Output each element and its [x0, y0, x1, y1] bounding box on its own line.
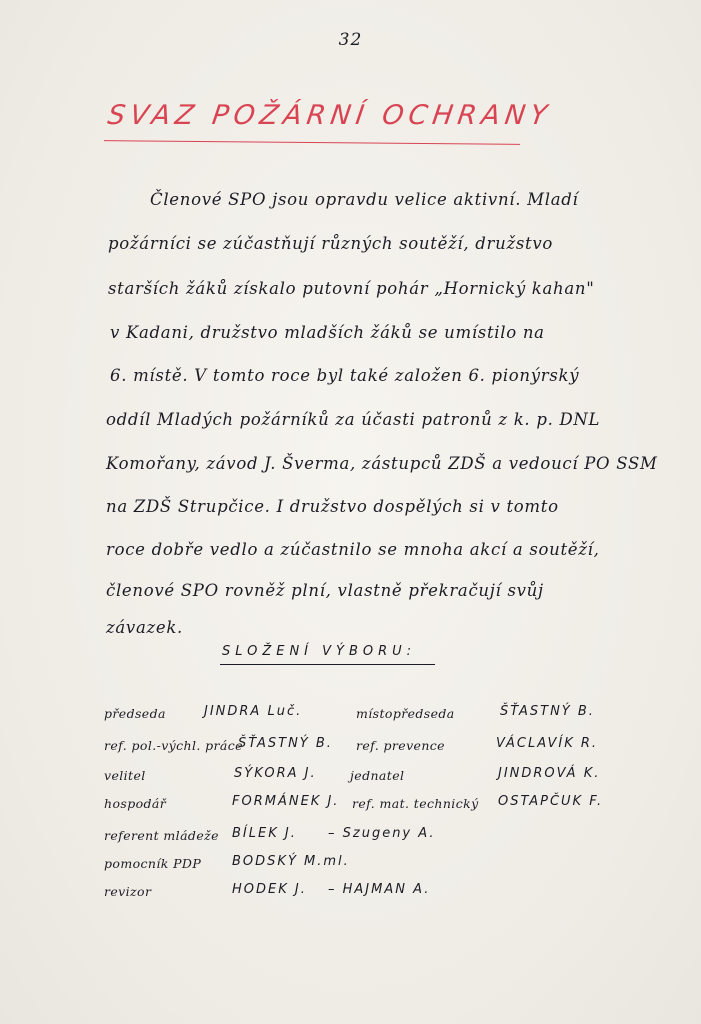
title-underline [104, 140, 520, 145]
committee-member: BÍLEK J. [232, 826, 297, 841]
committee-role: pomocník PDP [104, 856, 202, 871]
page-title: SVAZ POŽÁRNÍ OCHRANY [105, 100, 554, 131]
committee-role: ref. prevence [356, 738, 445, 753]
paragraph-line: závazek. [106, 618, 183, 637]
paragraph-line: Členové SPO jsou opravdu velice aktivní. Mladí [150, 190, 579, 209]
committee-role: ref. mat. technický [352, 796, 479, 811]
committee-role: revizor [104, 884, 152, 899]
committee-member: OSTAPČUK F. [498, 794, 604, 809]
committee-role: předseda [104, 706, 166, 721]
committee-role: hospodář [104, 796, 167, 811]
paragraph-line: 6. místě. V tomto roce byl také založen 6. pionýrský [110, 366, 580, 385]
paragraph-line: roce dobře vedlo a zúčastnilo se mnoha akcí a soutěží, [106, 540, 600, 559]
committee-member: JINDROVÁ K. [498, 766, 601, 781]
committee-member: ŠŤASTNÝ B. [500, 704, 595, 719]
committee-heading-underline [220, 664, 435, 665]
committee-role: místopředseda [356, 706, 455, 721]
paragraph-line: v Kadani, družstvo mladších žáků se umístilo na [110, 323, 545, 342]
committee-member: – HAJMAN A. [328, 882, 431, 897]
committee-member: JINDRA Luč. [204, 704, 303, 719]
paragraph-line: starších žáků získalo putovní pohár „Hornický kahan" [108, 279, 595, 298]
committee-member: FORMÁNEK J. [232, 794, 340, 809]
committee-member: – Szugeny A. [328, 826, 436, 841]
committee-role: referent mládeže [104, 828, 219, 843]
committee-member: VÁCLAVÍK R. [496, 736, 599, 751]
committee-role: ref. pol.-výchl. práce [104, 738, 243, 753]
paragraph-line: na ZDŠ Strupčice. I družstvo dospělých si v tomto [106, 497, 559, 516]
committee-role: velitel [104, 768, 146, 783]
page-number: 32 [338, 30, 363, 50]
committee-role: jednatel [350, 768, 405, 783]
committee-member: BODSKÝ M.ml. [232, 854, 350, 869]
committee-member: SÝKORA J. [234, 766, 317, 781]
paragraph-line: požárníci se zúčastňují různých soutěží, družstvo [108, 234, 554, 253]
paragraph-line: oddíl Mladých požárníků za účasti patronů z k. p. DNL [106, 410, 601, 429]
paragraph-line: Komořany, závod J. Šverma, zástupců ZDŠ a vedoucí PO SSM [106, 454, 658, 473]
committee-member: HODEK J. [232, 882, 307, 897]
committee-heading: SLOŽENÍ VÝBORU: [222, 644, 417, 659]
committee-member: ŠŤASTNÝ B. [238, 736, 333, 751]
paragraph-line: členové SPO rovněž plní, vlastně překračují svůj [106, 581, 544, 600]
